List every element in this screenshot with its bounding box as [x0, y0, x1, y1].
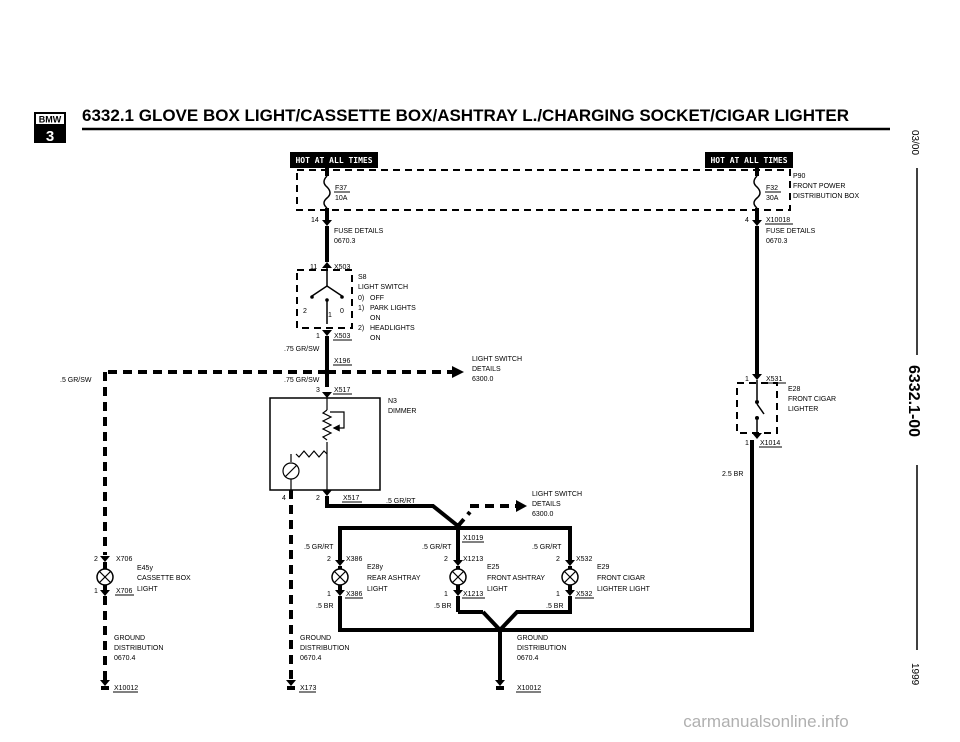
f37-note2: 0670.3 [334, 238, 356, 245]
f37-note1: FUSE DETAILS [334, 228, 384, 235]
e28y-wire: .5 GR/RT [304, 544, 334, 551]
hot-right-label: HOT AT ALL TIMES [710, 156, 788, 165]
e28-name: E28 [788, 386, 801, 393]
e25-wire-bottom: .5 BR [434, 603, 452, 610]
e29-pin-top: 2 [556, 556, 560, 563]
s8-pos-1-text: PARK LIGHTS [370, 305, 416, 312]
n3-name: N3 [388, 398, 397, 405]
x196-connector: X196 [334, 358, 351, 365]
e45-desc1: CASSETTE BOX [137, 575, 191, 582]
wire-n3-out-label: .5 GR/RT [386, 498, 416, 505]
s8-switch-0: 0 [340, 308, 344, 315]
wire-br-label: 2.5 BR [722, 471, 744, 478]
wire-n3-in-label: .75 GR/SW [284, 377, 320, 384]
light-switch-s8 [297, 270, 352, 328]
f32-note2: 0670.3 [766, 238, 788, 245]
s8-pos-1: 1) [358, 305, 365, 312]
f32-name: F32 [766, 185, 779, 192]
gnd2-connector: X173 [300, 685, 317, 692]
e25-connector-top: X1213 [463, 556, 484, 563]
ls-top-l3: 6300.0 [472, 376, 494, 383]
e28y-pin-top: 2 [327, 556, 331, 563]
s8-pos-1b-text: ON [370, 315, 381, 322]
f32-note1: FUSE DETAILS [766, 228, 816, 235]
s8-connector-bottom: X503 [334, 333, 351, 340]
e25-name: E25 [487, 564, 500, 571]
gnd3-l2: DISTRIBUTION [517, 645, 567, 652]
watermark: carmanualsonline.info [683, 712, 849, 731]
f32-amp: 30A [766, 195, 779, 202]
s8-switch-2: 2 [303, 308, 307, 315]
ls-top-l1: LIGHT SWITCH [472, 356, 523, 363]
e45-pin-top: 2 [94, 556, 98, 563]
ls-bot-l3: 6300.0 [532, 511, 554, 518]
fuse-f37 [322, 176, 332, 226]
e29-connector-bottom: X532 [576, 591, 593, 598]
fuse-f32 [752, 176, 762, 226]
e29-pin-bottom: 1 [556, 591, 560, 598]
e29-wire: .5 GR/RT [532, 544, 562, 551]
side-date: 03/00 [909, 130, 920, 156]
logo-series: 3 [45, 128, 55, 145]
gnd2-l3: 0670.4 [300, 655, 322, 662]
gnd1-connector: X10012 [114, 685, 139, 692]
e25-wire: .5 GR/RT [422, 544, 452, 551]
s8-desc: LIGHT SWITCH [358, 284, 409, 291]
f37-name: F37 [335, 185, 348, 192]
s8-pos-0-text: OFF [370, 295, 384, 302]
e28-pin-top: 1 [745, 376, 749, 383]
gnd3-connector: X10012 [517, 685, 542, 692]
s8-pos-0: 0) [358, 295, 365, 302]
f37-amp: 10A [335, 195, 348, 202]
e29-name: E29 [597, 564, 610, 571]
ground-3-symbol [496, 686, 504, 690]
n3-pin-4: 4 [282, 495, 286, 502]
gnd1-l3: 0670.4 [114, 655, 136, 662]
s8-pin-top: 11 [310, 264, 318, 271]
s8-switch-1: 1 [328, 312, 332, 319]
wire-bus-br [340, 440, 752, 630]
gnd1-l2: DISTRIBUTION [114, 645, 164, 652]
e28y-desc1: REAR ASHTRAY [367, 575, 421, 582]
f32-pin: 4 [745, 217, 749, 224]
s8-pos-2b-text: ON [370, 335, 381, 342]
s8-pos-2-text: HEADLIGHTS [370, 325, 415, 332]
e45-pin-bottom: 1 [94, 588, 98, 595]
e25-desc1: FRONT ASHTRAY [487, 575, 546, 582]
e28y-wire-bottom: .5 BR [316, 603, 334, 610]
s8-name: S8 [358, 274, 367, 281]
page-title: 6332.1 GLOVE BOX LIGHT/CASSETTE BOX/ASHTRAY L./CHARGING SOCKET/CIGAR LIGHTER [82, 106, 849, 125]
s8-pin-bottom: 1 [316, 333, 320, 340]
wire-left-label: .5 GR/SW [60, 377, 92, 384]
e29-desc2: LIGHTER LIGHT [597, 586, 650, 593]
e25-connector-bottom: X1213 [463, 591, 484, 598]
e28-connector-top: X531 [766, 376, 783, 383]
n3-connector-out: X517 [343, 495, 360, 502]
gnd3-l3: 0670.4 [517, 655, 539, 662]
ground-2-symbol [287, 686, 295, 690]
e29-wire-bottom: .5 BR [546, 603, 564, 610]
hot-left-label: HOT AT ALL TIMES [295, 156, 373, 165]
n3-pin-in: 3 [316, 387, 320, 394]
side-code: 6332.1-00 [905, 365, 922, 438]
e45-connector-top: X706 [116, 556, 133, 563]
p90-name: P90 [793, 173, 806, 180]
side-year: 1999 [909, 663, 920, 686]
gnd3-l1: GROUND [517, 635, 549, 642]
p90-desc2: DISTRIBUTION BOX [793, 193, 860, 200]
f32-connector: X10018 [766, 217, 791, 224]
gnd2-l2: DISTRIBUTION [300, 645, 350, 652]
n3-desc: DIMMER [388, 408, 417, 415]
n3-pin-out: 2 [316, 495, 320, 502]
e25-pin-top: 2 [444, 556, 448, 563]
logo-brand: BMW [38, 114, 62, 125]
e28y-pin-bottom: 1 [327, 591, 331, 598]
f37-pin: 14 [311, 217, 319, 224]
e45-desc2: LIGHT [137, 586, 158, 593]
e45-connector-bottom: X706 [116, 588, 133, 595]
x1019-connector: X1019 [463, 535, 484, 542]
n3-connector-in: X517 [334, 387, 351, 394]
ls-bot-l2: DETAILS [532, 501, 561, 508]
e25-desc2: LIGHT [487, 586, 508, 593]
wire-s8-label: .75 GR/SW [284, 346, 320, 353]
ground-1-symbol [101, 686, 109, 690]
e45-name: E45y [137, 565, 153, 572]
power-distribution-box [297, 170, 790, 210]
e28-connector-bottom: X1014 [760, 440, 781, 447]
e28y-desc2: LIGHT [367, 586, 388, 593]
e28y-name: E28y [367, 564, 383, 571]
e25-pin-bottom: 1 [444, 591, 448, 598]
ls-bot-l1: LIGHT SWITCH [532, 491, 583, 498]
e28y-connector-bottom: X386 [346, 591, 363, 598]
gnd1-l1: GROUND [114, 635, 146, 642]
e29-desc1: FRONT CIGAR [597, 575, 646, 582]
e28-desc1: FRONT CIGAR [788, 396, 837, 403]
gnd2-l1: GROUND [300, 635, 332, 642]
s8-pos-2: 2) [358, 325, 365, 332]
e28-pin-bottom: 1 [745, 440, 749, 447]
ls-top-l2: DETAILS [472, 366, 501, 373]
e29-connector-top: X532 [576, 556, 593, 563]
e28-desc2: LIGHTER [788, 406, 819, 413]
s8-connector-top: X503 [334, 264, 351, 271]
e28y-connector-top: X386 [346, 556, 363, 563]
p90-desc1: FRONT POWER [793, 183, 846, 190]
bmw-logo [34, 112, 66, 145]
